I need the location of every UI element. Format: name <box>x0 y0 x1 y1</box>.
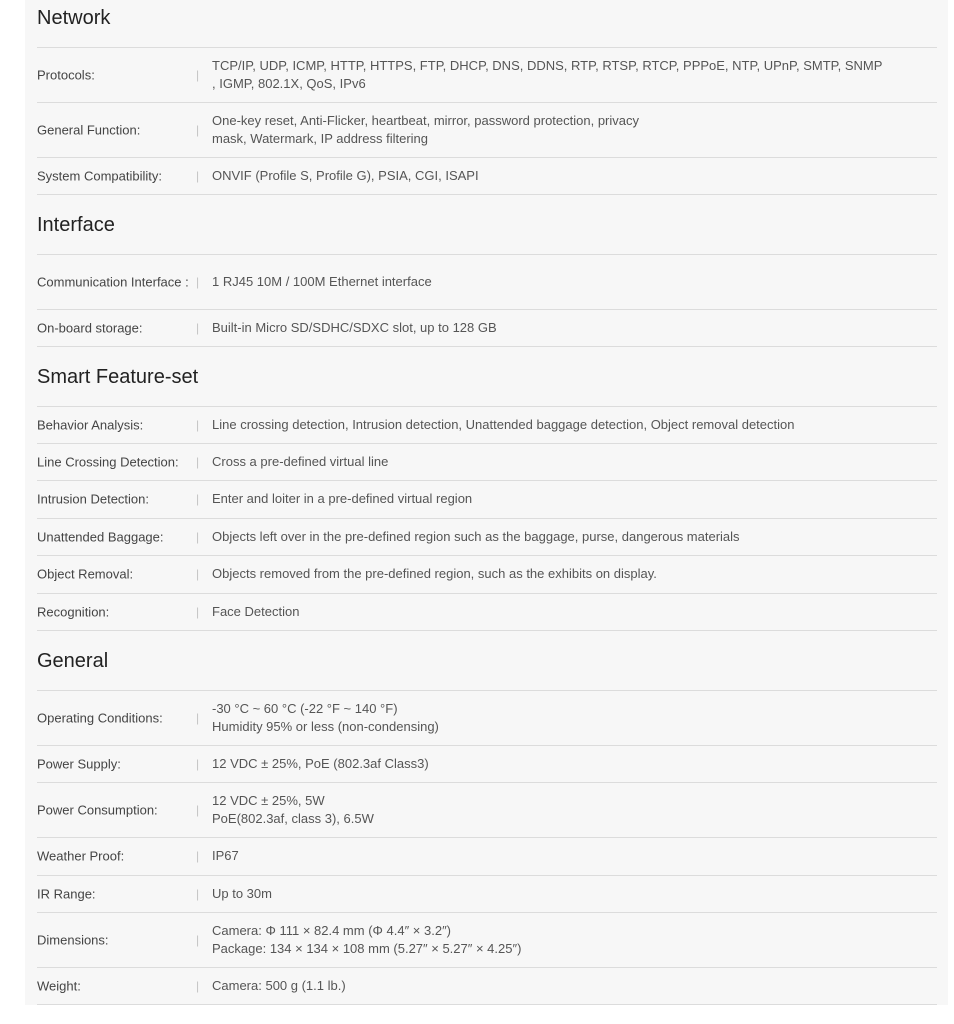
spec-label: Power Supply: <box>37 756 121 771</box>
spec-value: Up to 30m <box>212 885 272 901</box>
spec-row-protocols <box>37 47 937 102</box>
spec-label: Weight: <box>37 978 81 993</box>
section-title-interface: Interface <box>37 214 115 236</box>
spec-label: Intrusion Detection: <box>37 491 150 507</box>
separator: | <box>196 802 200 817</box>
spec-row-recognition <box>37 593 937 630</box>
spec-value: IP67 <box>212 848 239 863</box>
separator: | <box>196 932 200 947</box>
separator: | <box>196 454 200 469</box>
separator: | <box>196 756 200 771</box>
divider <box>37 346 937 347</box>
spec-row-ir-range <box>37 875 937 912</box>
spec-label: Operating Conditions: <box>37 710 163 725</box>
divider <box>37 194 937 195</box>
separator: | <box>196 320 200 335</box>
spec-value: Line crossing detection, Intrusion detection, Unattended baggage detection, Object removal detection <box>212 416 795 432</box>
separator: | <box>196 849 200 863</box>
spec-sheet <box>25 0 948 1005</box>
spec-value: Built-in Micro SD/SDHC/SDXC slot, up to 128 GB <box>212 319 497 335</box>
spec-row-weight <box>37 967 937 1004</box>
separator: | <box>196 886 200 901</box>
spec-value: Camera: Φ 111 × 82.4 mm (Φ 4.4″ × 3.2″) Package: 134 × 134 × 108 mm (5.27″ × 5.27″ × 4.25″) <box>212 922 522 956</box>
spec-row-unattended-baggage <box>37 518 937 555</box>
section-title-general: General <box>37 650 109 672</box>
separator: | <box>196 417 200 432</box>
spec-value: Enter and loiter in a pre-defined virtual region <box>212 491 473 506</box>
separator: | <box>196 274 200 289</box>
spec-row-power-consumption <box>37 782 937 837</box>
separator: | <box>196 492 200 506</box>
separator: | <box>196 529 200 544</box>
spec-value: Objects left over in the pre-defined region such as the baggage, purse, dangerous materials <box>212 528 740 544</box>
spec-row-behavior-analysis <box>37 406 937 443</box>
spec-value: ONVIF (Profile S, Profile G), PSIA, CGI, ISAPI <box>212 167 479 183</box>
separator: | <box>196 168 200 183</box>
spec-label: Unattended Baggage: <box>37 529 164 544</box>
spec-value: 1 RJ45 10M / 100M Ethernet interface <box>212 273 432 289</box>
spec-value: 12 VDC ± 25%, PoE (802.3af Class3) <box>212 755 429 771</box>
spec-row-power-supply <box>37 745 937 782</box>
spec-value: TCP/IP, UDP, ICMP, HTTP, HTTPS, FTP, DHCP, DNS, DDNS, RTP, RTSP, RTCP, PPPoE, NTP, UPnP, SMTP, SNMP , IGMP, 802.1X, QoS, IPv6 <box>212 57 883 91</box>
separator: | <box>196 67 200 82</box>
spec-label: Protocols: <box>37 67 95 82</box>
spec-label: General Function: <box>37 122 141 137</box>
separator: | <box>196 710 200 725</box>
spec-row-intrusion-detection <box>37 480 937 518</box>
separator: | <box>196 567 200 581</box>
spec-row-onboard-storage <box>37 309 937 346</box>
spec-value: 12 VDC ± 25%, 5W PoE(802.3af, class 3), 6.5W <box>212 792 374 826</box>
separator: | <box>196 604 200 619</box>
section-title-smart-feature-set: Smart Feature-set <box>37 366 199 388</box>
spec-label: Object Removal: <box>37 566 134 582</box>
spec-label: On-board storage: <box>37 320 143 335</box>
spec-row-communication-interface <box>37 254 937 309</box>
separator: | <box>196 978 200 993</box>
spec-label: Behavior Analysis: <box>37 417 144 432</box>
spec-row-dimensions <box>37 912 937 967</box>
spec-label: IR Range: <box>37 886 96 901</box>
spec-row-object-removal <box>37 555 937 593</box>
spec-row-system-compatibility <box>37 157 937 194</box>
divider <box>37 1004 937 1005</box>
spec-label: Dimensions: <box>37 932 109 947</box>
spec-value: One-key reset, Anti-Flicker, heartbeat, mirror, password protection, privacy mask, Watermark, IP address filtering <box>212 112 640 146</box>
spec-label: System Compatibility: <box>37 168 162 183</box>
separator: | <box>196 122 200 137</box>
spec-row-weather-proof <box>37 837 937 875</box>
spec-row-line-crossing-detection <box>37 443 937 480</box>
spec-value: Face Detection <box>212 603 300 619</box>
spec-label: Communication Interface : <box>37 274 189 289</box>
spec-value: Cross a pre-defined virtual line <box>212 453 389 469</box>
spec-value: Camera: 500 g (1.1 lb.) <box>212 977 346 993</box>
section-title-network: Network <box>37 7 111 29</box>
spec-value: Objects removed from the pre-defined region, such as the exhibits on display. <box>212 566 657 581</box>
spec-row-general-function <box>37 102 937 157</box>
spec-label: Recognition: <box>37 604 110 619</box>
spec-label: Line Crossing Detection: <box>37 454 179 469</box>
spec-label: Weather Proof: <box>37 848 125 864</box>
spec-label: Power Consumption: <box>37 802 158 817</box>
divider <box>37 630 937 631</box>
spec-value: -30 °C ~ 60 °C (-22 °F ~ 140 °F) Humidity 95% or less (non-condensing) <box>212 700 439 734</box>
spec-row-operating-conditions <box>37 690 937 745</box>
